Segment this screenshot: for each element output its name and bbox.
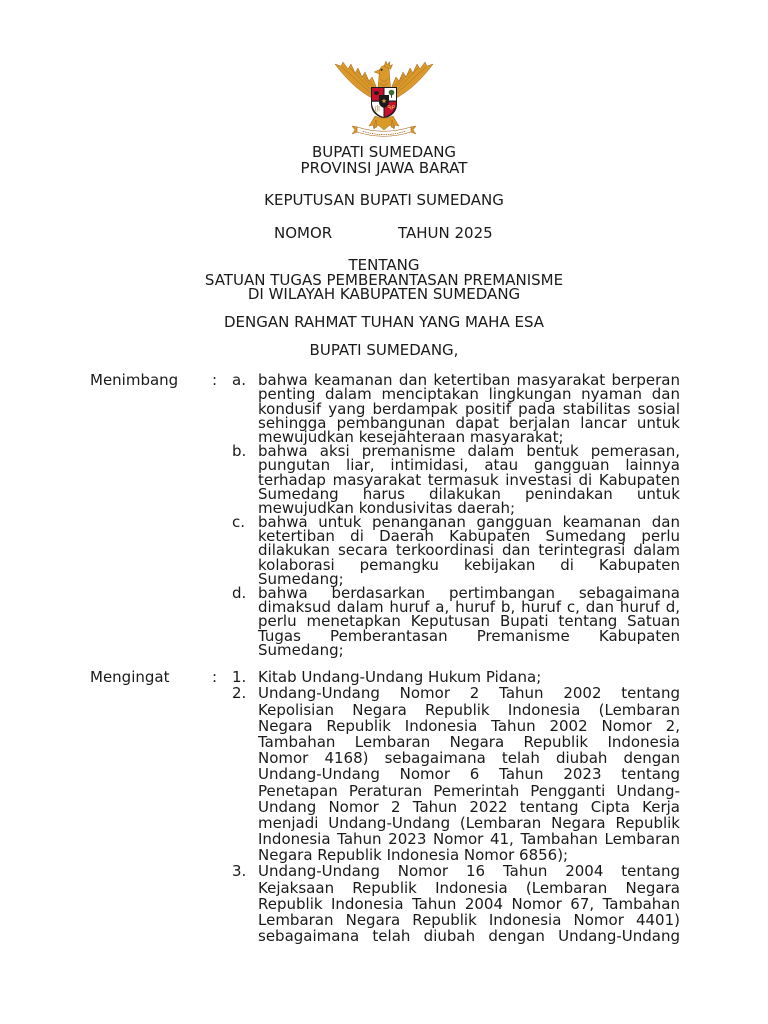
item-marker: b.	[232, 442, 247, 461]
text-line: terhadap masyarakat termasuk investasi di Kabupaten	[258, 470, 680, 489]
list-item	[232, 685, 680, 863]
list-item	[232, 515, 680, 586]
text-line: bahwa untuk penanganan gangguan keamanan dan	[258, 513, 680, 532]
text-line: Indonesia Tahun 2023 Nomor 41, Tambahan Lembaran	[258, 830, 680, 849]
text-line: Sumedang;	[258, 569, 344, 588]
text-line: Undang Nomor 2 Tahun 2022 tentang Cipta Kerja	[258, 797, 680, 816]
item-text	[258, 444, 680, 515]
text-line: sehingga pembangunan dapat berjalan lancar untuk	[258, 413, 680, 432]
list-item	[232, 586, 680, 657]
text-line: Penetapan Peraturan Pemerintah Pengganti Undang-	[258, 781, 680, 800]
text-line: Negara Republik Indonesia Tahun 2002 Nomor 2,	[258, 716, 680, 735]
legal-basis-list	[232, 669, 680, 944]
decree-year: TAHUN 2025	[398, 223, 493, 242]
item-text	[258, 863, 680, 944]
banyan-tree-icon	[389, 90, 395, 96]
text-line: Tugas Pemberantasan Premanisme Kabupaten	[258, 626, 680, 645]
item-text	[258, 685, 680, 863]
text-line: Negara Republik Indonesia Nomor 6856);	[258, 846, 569, 865]
decree-subject-line-2: DI WILAYAH KABUPATEN SUMEDANG	[247, 284, 521, 303]
list-item	[232, 373, 680, 444]
item-marker: 3.	[232, 862, 247, 881]
label-colon: :	[212, 668, 218, 687]
text-line: penting dalam menciptakan lingkungan nyaman dan	[258, 385, 680, 404]
text-line: Republik Indonesia Tahun 2004 Nomor 67, Tambahan	[258, 894, 680, 913]
text-line: Kitab Undang-Undang Hukum Pidana;	[258, 668, 542, 687]
text-line: mewujudkan kondusivitas daerah;	[258, 498, 516, 517]
about-label: TENTANG	[348, 255, 420, 274]
label-colon: :	[212, 371, 218, 390]
text-line: kondusif yang berdampak positif pada stabilitas sosial	[258, 399, 680, 418]
item-text	[258, 373, 680, 444]
item-marker: 1.	[232, 668, 247, 687]
text-line: ketertiban di Daerah Kabupaten Sumedang perlu	[258, 527, 680, 546]
list-item	[232, 669, 680, 685]
text-line: kolaborasi pemangku kebijakan di Kabupaten	[258, 555, 680, 574]
considerations-list	[232, 373, 680, 657]
garuda-head	[374, 61, 393, 88]
item-marker: a.	[232, 371, 246, 390]
right-wing	[392, 62, 433, 100]
text-line: bahwa berdasarkan pertimbangan sebagaimana	[258, 584, 680, 602]
item-marker: 2.	[232, 684, 247, 703]
text-line: sebagaimana telah diubah dengan Undang-Undang	[258, 927, 680, 946]
text-line: Sumedang;	[258, 640, 344, 659]
decree-title: KEPUTUSAN BUPATI SUMEDANG	[264, 190, 504, 209]
decree-subject-line-1: SATUAN TUGAS PEMBERANTASAN PREMANISME	[204, 270, 564, 289]
section-label: Menimbang	[90, 371, 179, 390]
regent-heading: BUPATI SUMEDANG	[311, 142, 457, 161]
item-text	[258, 669, 680, 685]
garuda-pancasila-emblem-icon	[329, 60, 439, 140]
text-line: Undang-Undang Nomor 6 Tahun 2023 tentang	[258, 765, 680, 784]
text-line: Undang-Undang Nomor 2 Tahun 2002 tentang	[258, 684, 680, 703]
item-marker: c.	[232, 513, 246, 532]
text-line: perlu menetapkan Keputusan Bupati tentang Satuan	[258, 612, 680, 631]
bull-head-icon	[374, 91, 379, 95]
text-line: Kepolisian Negara Republik Indonesia (Lembaran	[258, 700, 680, 719]
text-line: Kejaksaan Republik Indonesia (Lembaran Negara	[258, 878, 680, 897]
invocation: DENGAN RAHMAT TUHAN YANG MAHA ESA	[223, 312, 545, 331]
list-item	[232, 863, 680, 944]
text-line: bahwa aksi premanisme dalam bentuk pemerasan,	[258, 442, 680, 461]
text-line: Nomor 4168) sebagaimana telah diubah dengan	[258, 749, 680, 768]
text-line: Sumedang harus dilakukan penindakan untuk	[258, 484, 680, 503]
text-line: menjadi Undang-Undang (Lembaran Negara Republik	[258, 813, 680, 832]
text-line: Lembaran Negara Republik Indonesia Nomor 4401)	[258, 911, 680, 929]
text-line: Undang-Undang Nomor 16 Tahun 2004 tentang	[258, 862, 680, 881]
left-wing	[335, 62, 376, 100]
text-line: pungutan liar, intimidasi, atau gangguan lainnya	[258, 456, 680, 475]
garuda-tail	[369, 116, 399, 130]
list-item	[232, 444, 680, 515]
text-line: Tambahan Lembaran Negara Republik Indonesia	[258, 732, 680, 751]
issuer-line: BUPATI SUMEDANG,	[309, 340, 459, 359]
text-line: dilakukan secara terkoordinasi dan terintegrasi dalam	[258, 541, 680, 560]
section-label: Mengingat	[90, 668, 170, 687]
item-text	[258, 586, 680, 657]
text-line: mewujudkan kesejahteraan masyarakat;	[258, 427, 564, 446]
text-line: bahwa keamanan dan ketertiban masyarakat berperan	[258, 371, 680, 390]
item-marker: d.	[232, 584, 247, 602]
shield	[371, 87, 397, 119]
decree-number-label: NOMOR	[274, 223, 333, 242]
item-text	[258, 515, 680, 586]
province-heading: PROVINSI JAWA BARAT	[300, 158, 468, 177]
text-line: dimaksud dalam huruf a, huruf b, huruf c, dan huruf d,	[258, 598, 680, 617]
